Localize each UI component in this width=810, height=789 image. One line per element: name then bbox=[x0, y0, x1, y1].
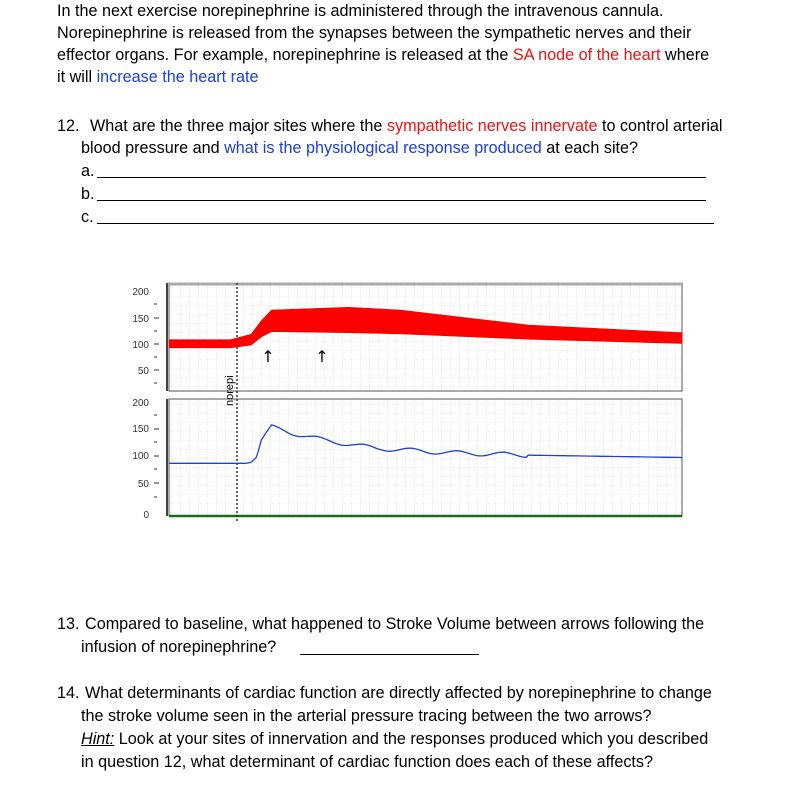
q14-line-4: in question 12, what determinant of cardiac function does each of these affects? bbox=[81, 753, 654, 771]
sympathetic-innervation-highlight: sympathetic nerves innervate bbox=[386, 117, 598, 135]
q13-answer-line[interactable] bbox=[300, 654, 479, 655]
bottom-tick-label: 150 bbox=[132, 424, 149, 435]
bottom-tick-label: 0 bbox=[143, 510, 149, 521]
top-tick-label: 150 bbox=[132, 314, 149, 325]
q14-line-3 bbox=[81, 728, 708, 751]
q12-line-1 bbox=[90, 115, 723, 138]
top-tick-label: 100 bbox=[132, 340, 149, 351]
q12-line-2 bbox=[81, 137, 638, 160]
top-tick-label: 50 bbox=[137, 366, 149, 377]
top-tick-label: 200 bbox=[132, 287, 149, 298]
physiological-response-highlight: what is the physiological response produced bbox=[224, 139, 542, 157]
q12-line-2-text: blood pressure and bbox=[81, 139, 225, 157]
intro-line-2: Norepinephrine is released from the synapses between the sympathetic nerves and their bbox=[57, 24, 692, 42]
sa-node-highlight: SA node of the heart bbox=[512, 46, 661, 64]
bottom-tick-label: 50 bbox=[137, 479, 149, 490]
injection-marker-label: norepi bbox=[224, 375, 236, 406]
answer-c-label: c. bbox=[81, 208, 94, 226]
arrow-up-icon: ↑ bbox=[315, 347, 329, 366]
hint-label: Hint: bbox=[81, 730, 115, 748]
answer-a-label: a. bbox=[81, 162, 95, 180]
intro-line-4-text: it will bbox=[57, 68, 97, 86]
bottom-panel bbox=[167, 399, 682, 516]
q12-number: 12. bbox=[57, 117, 80, 135]
intro-line-3-tail: where bbox=[660, 46, 710, 64]
intro-line-4 bbox=[57, 66, 259, 89]
answer-a-line[interactable] bbox=[97, 177, 706, 178]
q14-line-1: What determinants of cardiac function are directly affected by norepinephrine to change bbox=[85, 684, 712, 702]
q14-number: 14. bbox=[57, 684, 80, 702]
q14-line-3-text: Look at your sites of innervation and the responses produced which you described bbox=[114, 730, 709, 748]
q13-number: 13. bbox=[57, 615, 80, 633]
answer-b-label: b. bbox=[81, 185, 95, 203]
heart-rate-highlight: increase the heart rate bbox=[96, 68, 259, 86]
q12-line-1-tail: to control arterial bbox=[597, 117, 723, 135]
intro-line-1: In the next exercise norepinephrine is administered through the intravenous cannula. bbox=[57, 2, 664, 20]
q12-line-2-tail: at each site? bbox=[541, 139, 639, 157]
q13-line-2: infusion of norepinephrine? bbox=[81, 638, 277, 656]
bottom-tick-label: 200 bbox=[132, 398, 149, 409]
q14-line-2: the stroke volume seen in the arterial pressure tracing between the two arrows? bbox=[81, 707, 652, 725]
intro-line-3 bbox=[57, 44, 709, 67]
arrow-up-icon: ↑ bbox=[261, 347, 275, 366]
pressure-tracing-figure bbox=[117, 278, 687, 523]
q13-line-1: Compared to baseline, what happened to Stroke Volume between arrows following the bbox=[85, 615, 705, 633]
q12-line-1-text: What are the three major sites where the bbox=[90, 117, 387, 135]
bottom-tick-label: 100 bbox=[132, 451, 149, 462]
answer-c-line[interactable] bbox=[97, 223, 714, 224]
intro-line-3-text: effector organs. For example, norepinephrine is released at the bbox=[57, 46, 513, 64]
answer-b-line[interactable] bbox=[97, 200, 706, 201]
